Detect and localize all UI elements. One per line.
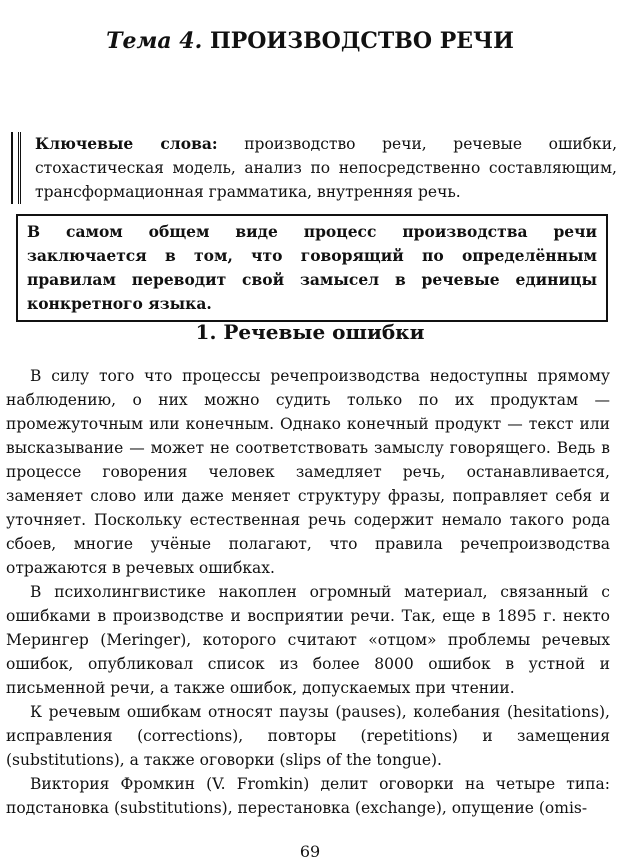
thesis-text: В самом общем виде процесс производства речи заключается в том, что говорящий по определённым правилам переводит свой замысел в речевые единицы конкретного языка. — [27, 222, 597, 313]
keywords-margin-rule — [11, 132, 13, 204]
keywords-block — [18, 132, 617, 204]
thesis-box — [16, 214, 608, 322]
topic-name: ПРОИЗВОДСТВО РЕЧИ — [209, 28, 514, 54]
keywords-text: производство речи, речевые ошибки, стохастическая модель, анализ по непосредственно составляющим, трансформационная грамматика, внутренняя речь. — [35, 135, 617, 201]
keywords-label: Ключевые слова: — [35, 134, 218, 153]
paragraph: К речевым ошибкам относят паузы (pauses), колебания (hesitations), исправления (corrections), повторы (repetitions) и замещения (substitutions), а также оговорки (slips of the tongue). — [6, 703, 610, 769]
body-text — [6, 364, 610, 820]
paragraph: Виктория Фромкин (V. Fromkin) делит оговорки на четыре типа: подстановка (substitutions), перестановка (exchange), опущение (omis- — [6, 775, 610, 817]
section-heading: 1. Речевые ошибки — [195, 320, 425, 344]
page-number: 69 — [299, 842, 321, 861]
topic-prefix: Тема 4. — [106, 28, 203, 54]
paragraph: В психолингвистике накоплен огромный материал, связанный с ошибками в производстве и восприятии речи. Так, еще в 1895 г. некто Мерингер (Meringer), которого считают «отцом» проблемы речевых ошибок, опубликовал список из более 8000 ошибок в устной и письменной речи, а также ошибок, допускаемых при чтении. — [6, 583, 610, 697]
topic-title — [0, 26, 620, 56]
paragraph: В силу того что процессы речепроизводства недоступны прямому наблюдению, о них можно судить только по их продуктам — промежуточным или конечным. Однако конечный продукт — текст или высказывание — может не соответствовать замыслу говорящего. Ведь в процессе говорения человек замедляет речь, останавливается, заменяет слово или даже меняет структуру фразы, поправляет себя и уточняет. Поскольку естественная речь содержит немало такого рода сбоев, многие учёные полагают, что правила речепроизводства отражаются в речевых ошибках. — [6, 367, 610, 577]
